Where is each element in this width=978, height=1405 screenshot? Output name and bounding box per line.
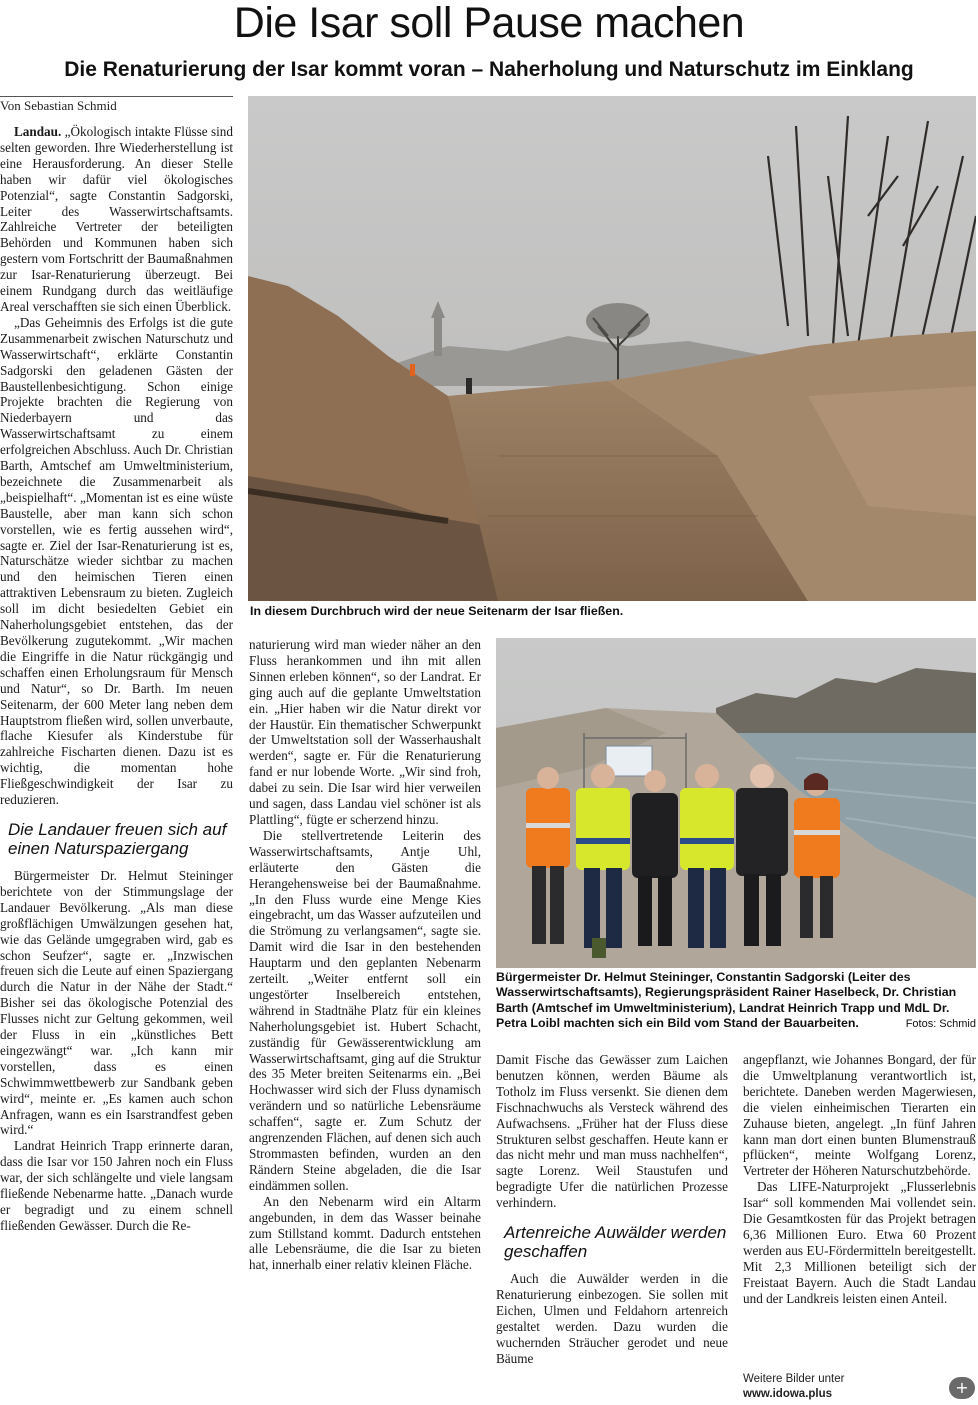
dateline: Landau. [14, 124, 62, 139]
section-heading: Die Landauer freuen sich auf einen Naturspaziergang [8, 819, 227, 858]
headline: Die Isar soll Pause machen [233, 0, 745, 47]
column-4 [743, 1052, 976, 1372]
photo-2-caption [496, 970, 976, 1033]
photo-group [496, 638, 976, 968]
paragraph: An den Nebenarm wird ein Altarm angebunden, in dem das Wasser beinahe zum Stillstand kommt. Dadurch entstehen alle Lebensräume, die die Isar zu bieten hat, innerhalb einer relativ kleinen Fläche. [249, 1193, 481, 1273]
paragraph: „Das Geheimnis des Erfolgs ist die gute Zusammenarbeit zwischen Naturschutz und Wasserwirtschaft“, erklärte Constantin Sadgorski den geladenen Gästen der Baustellenbesichtigung. Schon einige Projekte brachten die Regierung von Niederbayern und das Wasserwirtschaftsamt zu einem erfolgreichen Abschluss. Auch Dr. Christian Barth, Amtschef am Umweltministerium, bezeichnete die Zusammenarbeit als „beispielhaft“. „Momentan ist es eine wüste Baustelle, aber man kann sich schon vorstellen, wie es fertig aussehen wird“, sagte er. Ziel der Isar-Renaturierung ist es, Naturschätze wieder sichtbar zu machen und den heimischen Tieren einen attraktiven Lebensraum zu bieten. Zugleich soll im dicht besiedelten Gebiet ein Naherholungsgebiet entstehen, das der Bevölkerung zugutekommt. „Wir machen die Eingriffe in die Natur rückgängig und schaffen einen Erholungsraum für Mensch und Natur“, so Dr. Barth. Im neuen Seitenarm, der 600 Meter lang neben dem Hauptstrom fließen wird, sollen unverbaute, flache Kiesufer als Kinderstube für zahlreiche Fischarten dienen. Dazu ist es wichtig, die momentan hohe Fließgeschwindigkeit der Isar zu reduzieren. [0, 314, 233, 808]
more-pictures-label: Weitere Bilder unter [743, 1373, 845, 1385]
subheadline: Die Renaturierung der Isar kommt voran – Naherholung und Naturschutz im Einklang [64, 58, 914, 81]
more-pictures-url[interactable]: www.idowa.plus [743, 1388, 833, 1400]
section-heading: Artenreiche Auwälder werden geschaffen [504, 1223, 727, 1262]
byline-rule [0, 96, 233, 97]
photo-1-caption: In diesem Durchbruch wird der neue Seitenarm der Isar fließen. [250, 604, 624, 618]
column-2 [249, 637, 481, 1402]
paragraph: Landrat Heinrich Trapp erinnerte daran, dass die Isar vor 150 Jahren noch ein Fluss war, der sich schlängelte und viele langsam fließende Nebenarme hatte. „Danach wurde er begradigt und zu einem schnell fließenden Gewässer. Durch die Re- [0, 1138, 233, 1233]
photo-construction-site [248, 96, 976, 601]
paragraph [0, 124, 233, 315]
paragraph: Das LIFE-Naturprojekt „Flusserlebnis Isar“ soll kommenden Mai vollendet sein. Die Gesamtkosten für das Projekt betragen 6,36 Millionen Euro. Etwa 60 Prozent werden aus EU-Fördermitteln bereitgestellt. Mit 2,3 Millionen beteiligt sich der Freistaat Bayern. Auch die Stadt Landau und der Landkreis leisten einen Anteil. [743, 1179, 976, 1306]
paragraph: Damit Fische das Gewässer zum Laichen benutzen können, werden Bäume als Totholz im Fluss versenkt. Sie dienen dem Fischnachwuchs als Versteck während des Aufwachsens. „Früher hat der Fluss diese Strukturen selbst geschaffen. Heute kann er das nicht mehr und man muss nachhelfen“, sagte Lorenz. Weil Staustufen und begradigte Ufer die natürlichen Prozesse verhindern. [496, 1052, 728, 1211]
paragraph-text: „Ökologisch intakte Flüsse sind selten geworden. Ihre Wiederherstellung ist eine Herausforderung. An dieser Stelle haben wir dafür viel ökologisches Potenzial“, sagte Constantin Sadgorski, Leiter des Wasserwirtschaftsamts. Zahlreiche Vertreter der beteiligten Behörden und Kommunen haben sich gestern vom Fortschritt der Baumaßnahmen zur Isar-Renaturierung überzeugt. Bei einem Rundgang durch das weitläufige Areal verschafften sie sich einen Überblick. [0, 124, 233, 314]
column-1 [0, 124, 233, 1404]
photo-2-caption-text: Bürgermeister Dr. Helmut Steininger, Constantin Sadgorski (Leiter des Wasserwirtschaftsamts), Regierungspräsident Rainer Haselbeck, Dr. Christian Barth (Amtschef im Umweltministerium), Landrat Heinrich Trapp und MdL Dr. Petra Loibl machten sich ein Bild vom Stand der Bauarbeiten. [496, 970, 957, 1031]
column-3 [496, 1052, 728, 1404]
byline: Von Sebastian Schmid [0, 98, 117, 113]
photo-credit: Fotos: Schmid [905, 1018, 976, 1031]
paragraph: Auch die Auwälder werden in die Renaturierung einbezogen. Sie sollen mit Eichen, Ulmen und Feldahorn artenreich gestaltet werden. Dazu wurden die wuchernden Sträucher gerodet und neue Bäume [496, 1271, 728, 1366]
plus-icon[interactable]: + [949, 1377, 975, 1399]
paragraph: Die stellvertretende Leiterin des Wasserwirtschaftsamts, Antje Uhl, erläuterte den Gästen die Herangehensweise bei der Baumaßnahme. „In den Fluss wurde eine Menge Kies eingebracht, um das Wasser aufzuteilen und die Strömung zu verlangsamen“, sagte sie. Damit wird die Isar in den bestehenden Hauptarm und den geplanten Nebenarm zerteilt. „Weiter entfernt soll ein ungestörter Inselbereich entstehen, während in Stadtnähe Platz für ein kleines Naherholungsgebiet ist. Hubert Schacht, zuständig für Gewässerentwicklung am Wasserwirtschaftsamt, ging auf die Struktur des 35 Meter breiten Seitenarms ein. „Bei Hochwasser wird sich der Fluss dynamisch verändern und so natürliche Lebensräume schaffen“, sagte er. Zum Schutz der angrenzenden Flächen, auf denen sich auch Strommasten befinden, wurden an den Rändern Steine abgeladen, die die Isar eindämmen sollen. [249, 827, 481, 1193]
paragraph: angepflanzt, wie Johannes Bongard, der für die Umweltplanung verantwortlich ist, berichtete. Daneben werden Magerwiesen, die vielen einheimischen Tierarten ein Zuhause bieten, angelegt. „In fünf Jahren kann man dort einen bunten Blumenstrauß pflücken“, meinte Wolfgang Lorenz, Vertreter der Höheren Naturschutzbehörde. [743, 1052, 976, 1179]
paragraph: naturierung wird man wieder näher an den Fluss herankommen und ihn mit allen Sinnen erleben können“, so der Landrat. Er ging auch auf die geplante Umweltstation ein. „Hier haben wir die Natur direkt vor der Haustür. Ein thematischer Schwerpunkt der Umweltstation soll der Wasserhaushalt werden“, sagte er. Für die Renaturierung fand er nur lobende Worte. „Wir sind froh, dabei zu sein. Die Isar wird hier verweilen und sagen, dass Landau viel schöner ist als Plattling“, fügte er scherzend hinzu. [249, 637, 481, 827]
paragraph: Bürgermeister Dr. Helmut Steininger berichtete von der Stimmungslage der Landauer Bevölkerung. „Als man diese großflächigen Umwälzungen gesehen hat, wie das Gelände umgegraben wird, gab es schon Seufzer“, sagte er. „Inzwischen freuen sich die Leute auf einen Spaziergang durch die Natur in der Nähe der Stadt.“ Bisher sei das ökologische Potenzial des Flusses nicht zur Geltung gekommen, weil der Fluss in ein „künstliches Bett eingezwängt“ war. „Ich kann mir vorstellen, dass es einen Schwimmwettbewerb zur Sandbank geben wird“, meinte er. „Es kamen auch schon Anfragen, wann es ein Isarstrandfest geben wird.“ [0, 867, 233, 1138]
more-pictures[interactable] [743, 1372, 943, 1402]
